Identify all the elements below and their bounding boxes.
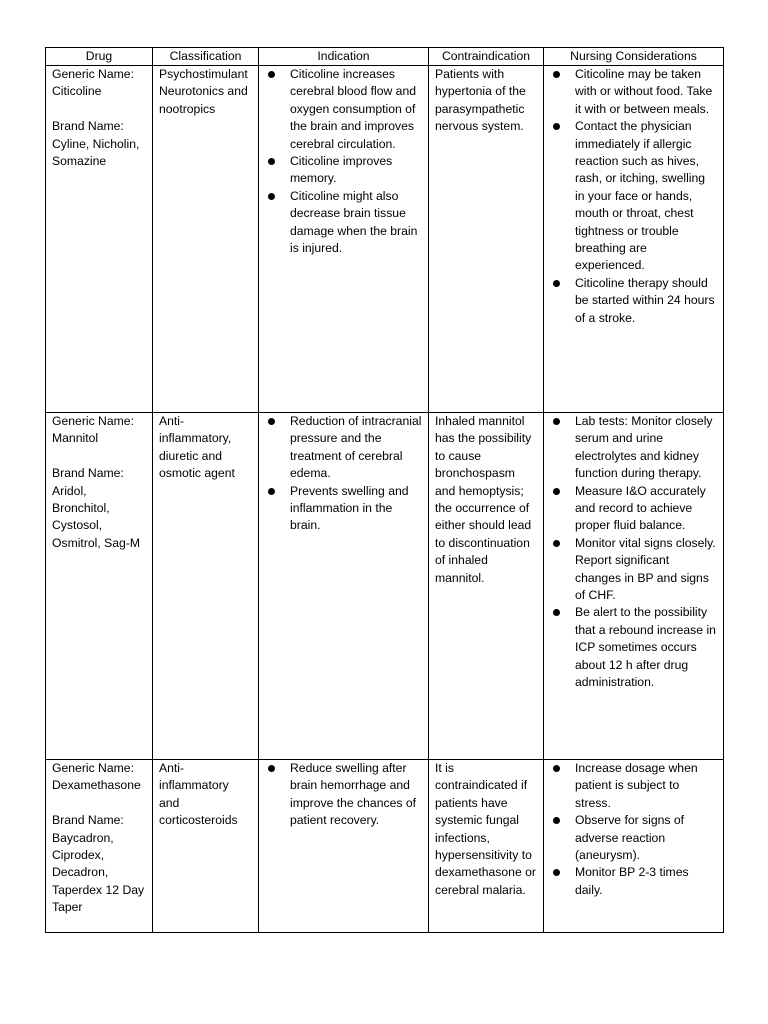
table-row <box>46 760 724 933</box>
list-item: Monitor BP 2-3 times daily. <box>550 864 717 899</box>
generic-name: Dexamethasone <box>52 778 141 793</box>
list-item: Measure I&O accurately and record to achieve proper fluid balance. <box>550 483 717 535</box>
brand-names: Aridol, Bronchitol, Cystosol, Osmitrol, Sag-M <box>52 483 141 550</box>
list-item: Be alert to the possibility that a rebound increase in ICP sometimes occurs about 12 h after drug administration. <box>550 604 717 691</box>
brand-label: Brand Name: <box>52 119 124 134</box>
contraindication-cell: Patients with hypertonia of the parasympathetic nervous system. <box>429 66 544 413</box>
classification-cell: Anti-inflammatory, diuretic and osmotic agent <box>153 413 259 760</box>
list-item: Citicoline therapy should be started within 24 hours of a stroke. <box>550 275 717 327</box>
classification-cell: Psychostimulant Neurotonics and nootropics <box>153 66 259 413</box>
list-item: Observe for signs of adverse reaction (aneurysm). <box>550 812 717 864</box>
list-item: Citicoline may be taken with or without food. Take it with or between meals. <box>550 66 717 118</box>
indication-cell <box>259 66 429 413</box>
brand-label: Brand Name: <box>52 813 124 828</box>
drug-cell <box>46 413 153 760</box>
brand-names: Baycadron, Ciprodex, Decadron, Taperdex 12 Day Taper <box>52 830 145 915</box>
nursing-cell <box>544 66 724 413</box>
brand-label: Brand Name: <box>52 466 124 481</box>
drug-cell <box>46 760 153 933</box>
list-item: Increase dosage when patient is subject to stress. <box>550 760 717 812</box>
header-contraindication: Contraindication <box>429 48 544 66</box>
nursing-cell <box>544 760 724 933</box>
generic-name: Citicoline <box>52 84 102 99</box>
indication-cell <box>259 760 429 933</box>
list-item: Monitor vital signs closely. Report significant changes in BP and signs of CHF. <box>550 535 717 605</box>
header-drug: Drug <box>46 48 153 66</box>
list-item: Citicoline might also decrease brain tissue damage when the brain is injured. <box>265 188 422 258</box>
generic-label: Generic Name: <box>52 761 134 775</box>
list-item: Reduce swelling after brain hemorrhage and improve the chances of patient recovery. <box>265 760 422 830</box>
header-indication: Indication <box>259 48 429 66</box>
header-nursing-considerations: Nursing Considerations <box>544 48 724 66</box>
list-item: Contact the physician immediately if allergic reaction such as hives, rash, or itching, swelling in your face or hands, mouth or throat, chest tightness or trouble breathing are experienced. <box>550 118 717 275</box>
brand-names: Cyline, Nicholin, Somazine <box>52 136 140 169</box>
generic-label: Generic Name: <box>52 67 134 81</box>
indication-cell <box>259 413 429 760</box>
header-classification: Classification <box>153 48 259 66</box>
list-item: Reduction of intracranial pressure and the treatment of cerebral edema. <box>265 413 422 483</box>
drug-cell <box>46 66 153 413</box>
classification-cell: Anti-inflammatory and corticosteroids <box>153 760 259 933</box>
contraindication-cell: It is contraindicated if patients have systemic fungal infections, hypersensitivity to dexamethasone or cerebral malaria. <box>429 760 544 933</box>
drug-table <box>45 47 724 933</box>
table-row <box>46 66 724 413</box>
table-row <box>46 413 724 760</box>
list-item: Prevents swelling and inflammation in the brain. <box>265 483 422 535</box>
list-item: Citicoline improves memory. <box>265 153 422 188</box>
generic-name: Mannitol <box>52 431 99 446</box>
nursing-cell <box>544 413 724 760</box>
header-row <box>46 48 724 66</box>
generic-label: Generic Name: <box>52 414 134 428</box>
list-item: Lab tests: Monitor closely serum and urine electrolytes and kidney function during therapy. <box>550 413 717 483</box>
list-item: Citicoline increases cerebral blood flow and oxygen consumption of the brain and improves cerebral circulation. <box>265 66 422 153</box>
contraindication-cell: Inhaled mannitol has the possibility to cause bronchospasm and hemoptysis; the occurrence of either should lead to discontinuation of inhaled mannitol. <box>429 413 544 760</box>
